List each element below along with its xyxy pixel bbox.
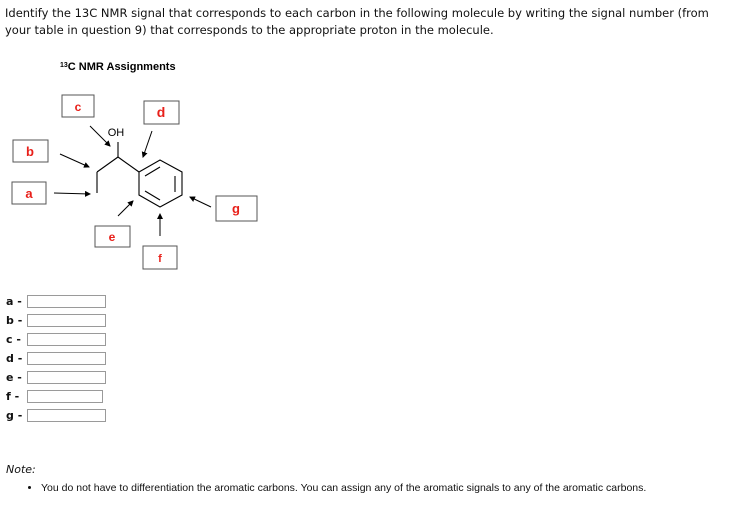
label-a: a	[25, 186, 33, 201]
answer-input-b[interactable]	[27, 314, 106, 327]
label-g: g	[232, 201, 240, 216]
answer-label-f: f -	[6, 390, 20, 403]
label-box-e	[95, 226, 130, 247]
figure-title-main: C NMR Assignments	[67, 61, 176, 73]
answer-input-f[interactable]	[27, 390, 103, 403]
figure-title-sup: 13	[60, 62, 68, 69]
answer-input-g[interactable]	[27, 409, 106, 422]
label-e: e	[108, 230, 116, 244]
label-box-a	[12, 182, 46, 204]
note-label: Note:	[6, 463, 36, 476]
label-f: f	[158, 253, 162, 265]
answer-label-a: a -	[6, 295, 22, 308]
note-item: • You do not have to differentiation the aromatic carbons. You can assign any of the aromatic signals to any of the aromatic carbons.	[41, 482, 646, 494]
answer-input-d[interactable]	[27, 352, 106, 365]
figure-title	[60, 61, 176, 73]
label-box-c	[62, 95, 94, 117]
answer-input-a[interactable]	[27, 295, 106, 308]
note-list	[26, 482, 646, 494]
label-box-f	[143, 246, 177, 269]
answer-label-c: c -	[6, 333, 21, 346]
label-box-b	[13, 140, 48, 162]
answer-label-b: b -	[6, 314, 23, 327]
answer-label-e: e -	[6, 371, 22, 384]
label-box-d	[144, 101, 179, 124]
answer-input-e[interactable]	[27, 371, 106, 384]
answer-input-c[interactable]	[27, 333, 106, 346]
answer-label-g: g -	[6, 409, 23, 422]
answer-label-d: d -	[6, 352, 23, 365]
label-c: c	[74, 100, 82, 114]
nmr-assignment-diagram	[0, 50, 300, 275]
molecule-skeleton	[97, 142, 182, 207]
question-text: Identify the 13C NMR signal that corresponds to each carbon in the following molecule by writing the signal number (from your table in question 9) that corresponds to the appropriate proton in the molecule.	[5, 6, 709, 37]
label-box-g	[216, 196, 257, 221]
label-b: b	[26, 144, 34, 159]
hydroxyl-label: OH	[107, 127, 125, 139]
assignment-arrows	[54, 126, 211, 236]
label-d: d	[156, 104, 166, 120]
